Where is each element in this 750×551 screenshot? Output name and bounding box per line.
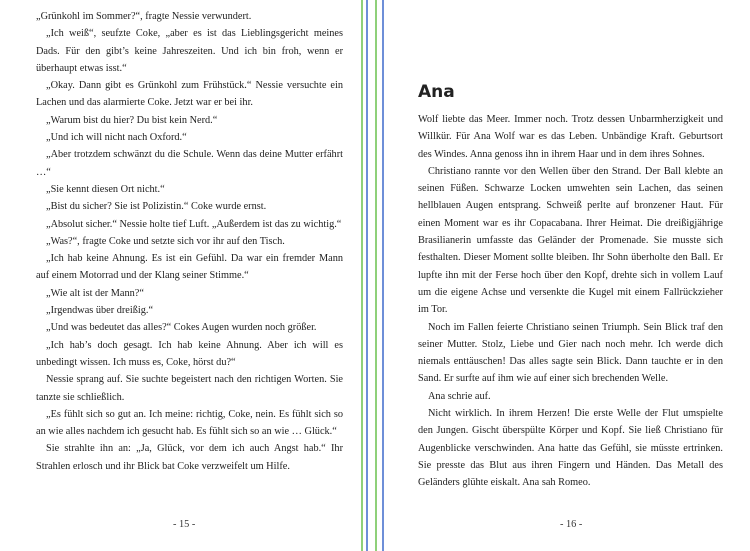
paragraph: Christiano rannte vor den Wellen über den Strand. Der Ball klebte an seinen Füßen. Schwarze Locken umwehten sein Lachen, das seinen hellblauen Augen entsprang. Schweiß perlte auf bronzener Haut. Für einen Moment war es ihr Copacabana. Ihrer Heimat. Die dreißigjährige Brasilianerin umfasste das Geländer der Promenade. Sie musste sich festhalten. Dieser Moment sollte bleiben. Ihr Sohn überholte den Ball. Er lupfte ihn mit der Ferse hoch über den Kopf, drehte sich in vollem Lauf um die eigene Achse und versenkte die Kugel mit einem Fallrückzieher im Tor.	[418, 165, 723, 316]
paragraph: Sie strahlte ihn an: „Ja, Glück, vor dem ich auch Angst hab.“ Ihr Strahlen erlosch und ihr Blick bat Coke verzweifelt um Hilfe.	[36, 443, 343, 472]
spine-rule-green	[361, 0, 363, 551]
spine-rule-blue	[366, 0, 368, 551]
paragraph: „Ich hab keine Ahnung. Es ist ein Gefühl. Da war ein fremder Mann auf einem Motorrad und der Klang seiner Stimme.“	[36, 253, 343, 282]
paragraph: „Absolut sicher.“ Nessie holte tief Luft. „Außerdem ist das zu wichtig.“	[46, 218, 342, 230]
paragraph: „Und was bedeutet das alles?“ Cokes Augen wurden noch größer.	[46, 322, 317, 334]
paragraph: „Ich hab’s doch gesagt. Ich hab keine Ahnung. Aber ich will es unbedingt wissen. Ich muss es, Coke, hörst du?“	[36, 339, 343, 368]
paragraph: Ana schrie auf.	[428, 390, 491, 402]
right-page	[384, 0, 750, 551]
paragraph: Wolf liebte das Meer. Immer noch. Trotz dessen Unbarmherzigkeit und Willkür. Für Ana Wolf war es das Leben. Unbändige Kraft. Geburtsort des Windes. Anna genoss ihn in ihrem Haar und in dem ihres Sohnes.	[418, 114, 723, 160]
page-number: - 16 -	[560, 519, 583, 530]
paragraph: „Grünkohl im Sommer?“, fragte Nessie verwundert.	[36, 11, 252, 22]
right-page-text	[418, 111, 723, 492]
paragraph: „Was?“, fragte Coke und setzte sich vor ihr auf den Tisch.	[46, 235, 285, 247]
chapter-title: Ana	[418, 82, 455, 102]
paragraph: „Und ich will nicht nach Oxford.“	[46, 132, 187, 144]
spine-rule-green	[375, 0, 377, 551]
paragraph: „Warum bist du hier? Du bist kein Nerd.“	[46, 114, 218, 126]
paragraph: Noch im Fallen feierte Christiano seinen Triumph. Sein Blick traf den seiner Mutter. Stolz, Liebe und Gier nach noch mehr. Ich werde dich niemals enttäuschen! Das alles sagte sein Blick. Dann tauchte er in den Sand. Er surfte auf ihm wie auf einer sich brechenden Welle.	[418, 321, 723, 385]
paragraph: „Aber trotzdem schwänzt du die Schule. Wenn das deine Mutter erfährt …“	[36, 149, 343, 178]
paragraph: „Sie kennt diesen Ort nicht.“	[46, 183, 165, 195]
paragraph: „Ich weiß“, seufzte Coke, „aber es ist das Lieblingsgericht meines Dads. Für den gibt’s keine Jahreszeiten. Und ich bin froh, wenn er überhaupt etwas isst.“	[36, 28, 343, 74]
left-page-text	[36, 8, 343, 475]
paragraph: Nessie sprang auf. Sie suchte begeistert nach den richtigen Worten. Sie tanzte sie schließlich.	[36, 374, 343, 403]
left-page	[0, 0, 366, 551]
paragraph: „Okay. Dann gibt es Grünkohl zum Frühstück.“ Nessie versuchte ein Lachen und das alarmierte Coke. Jetzt war er bei ihr.	[36, 80, 343, 109]
paragraph: „Bist du sicher? Sie ist Polizistin.“ Coke wurde ernst.	[46, 201, 267, 213]
paragraph: „Irgendwas über dreißig.“	[46, 305, 154, 317]
paragraph: „Es fühlt sich so gut an. Ich meine: richtig, Coke, nein. Es fühlt sich so an wie alles nachdem ich gesucht hab. Es fühlt sich so an wie … Glück.“	[36, 408, 343, 438]
page-number: - 15 -	[173, 519, 196, 530]
paragraph: Nicht wirklich. In ihrem Herzen! Die erste Welle der Flut umspielte den Jungen. Gischt überspülte Körper und Kopf. Sie ließ Christiano für Augenblicke verschwinden. Ana hatte das Gefühl, sie müsste ertrinken. Sie presste das Blut aus ihren Fingern und Händen. Das Metall des Geländers glühte eiskalt. Ana sah Romeo.	[418, 408, 723, 489]
paragraph: „Wie alt ist der Mann?“	[46, 287, 144, 299]
